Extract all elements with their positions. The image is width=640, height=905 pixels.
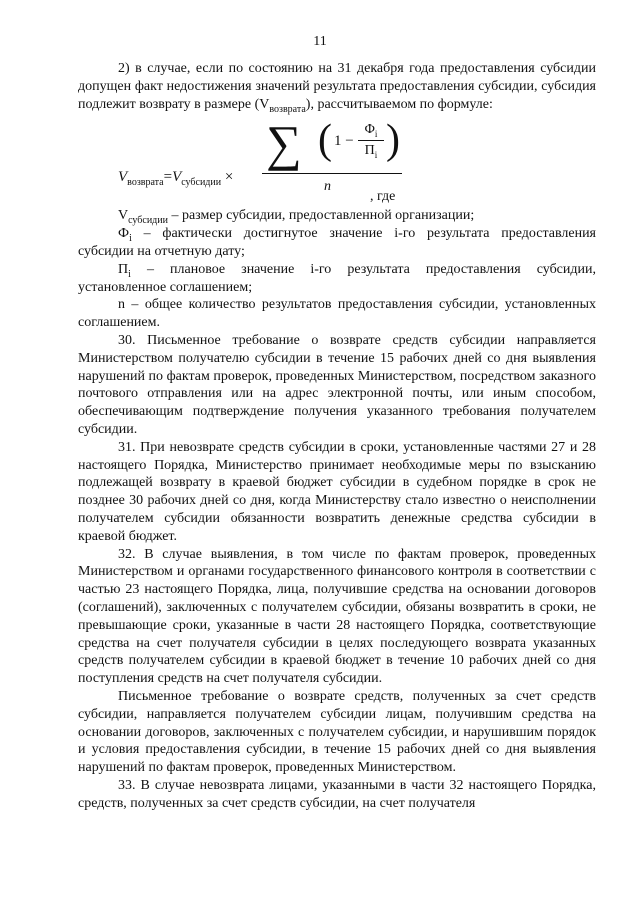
paragraph-30: 30. Письменное требование о возврате средств субсидии направляется Министерством получателю субсидии в течение 15 рабочих дней со дня выявления нарушений по фактам проверок, проведенных Министерством, посредством заказного почтового отправления или на адрес электронной почты, или иным способом, обеспечивающим подтверждение получения указанного требования получателем субсидии. [78, 332, 596, 437]
paragraph-31: 31. При невозврате средств субсидии в сроки, установленные частями 27 и 28 настоящего Порядка, Министерство принимает необходимые меры по взысканию подлежащей возврату в краевой бюджет субсидии в судебном порядке в срок не позднее 30 рабочих дней со дня, когда Министерству стало известно о неисполнении получателем субсидии обязанности возвратить денежные средства субсидии в краевой бюджет. [78, 439, 596, 544]
formula-fraction [262, 113, 402, 199]
left-paren: ( [318, 117, 332, 164]
paragraph-33: 33. В случае невозврата лицами, указанными в части 32 настоящего Порядка, средств, полученных за счет средств субсидии, на счет получателя [78, 777, 596, 811]
paragraph-32: 32. В случае выявления, в том числе по фактам проверок, проведенных Министерством и органами государственного финансового контроля в соответствии с частью 23 настоящего Порядка, лица, получившие средства на основании договоров (соглашений), заключенных с получателем субсидии, обязаны возвратить в сроки, не превышающие сроки, указанные в части 28 настоящего Порядка, соответствующие средства на счет получателя субсидии в целях последующего возврата указанных средств получателем субсидии в краевой бюджет в течение 10 рабочих дней со дня поступления средств на счет получателя субсидии. [78, 546, 596, 687]
document-body [78, 60, 596, 812]
fraction-bar [262, 173, 402, 174]
paragraph-32-continued: Письменное требование о возврате средств, полученных за счет средств субсидии, направляется получателем субсидии лицам, получившим средства на основании договоров, заключенных с получателем субсидии, и нарушившим порядок и условия предоставления субсидии, в течение 15 рабочих дней со дня выявления нарушений по фактам проверок, проведенных Министерством. [78, 688, 596, 776]
formula-n: n [324, 179, 331, 195]
definition-pi: $П_i$ – плановое значение i-го результата предоставления субсидии, установленное соглашением; [78, 261, 596, 295]
definition-phi: $Ф_i$ – фактически достигнутое значение i-го результата предоставления субсидии на отчетную дату; [78, 226, 596, 259]
sigma-symbol: ∑ [266, 115, 302, 172]
definition-v: $V_{субсидии}$ – размер субсидии, предоставленной организации; [118, 208, 475, 227]
right-paren: ) [386, 117, 400, 164]
inner-fraction: $\Phi_i$ $\Pi_i$ [358, 121, 384, 160]
page-number: 11 [313, 34, 327, 49]
refund-formula [78, 113, 596, 207]
formula-lhs: $V_{возврата}=V_{субсидии}$ × [118, 169, 234, 189]
definition-n: n – общее количество результатов предоставления субсидии, установленных соглашением. [78, 297, 596, 331]
formula-where: , где [370, 189, 396, 205]
paragraph-2: 2) в случае, если по состоянию на 31 декабря года предоставления субсидии допущен факт недостижения значений результата предоставления субсидии, субсидия подлежит возврату в размере $(V_{возврата})$, рассчитываемом по формуле: [78, 61, 596, 115]
formula-one: 1 − [334, 133, 354, 150]
